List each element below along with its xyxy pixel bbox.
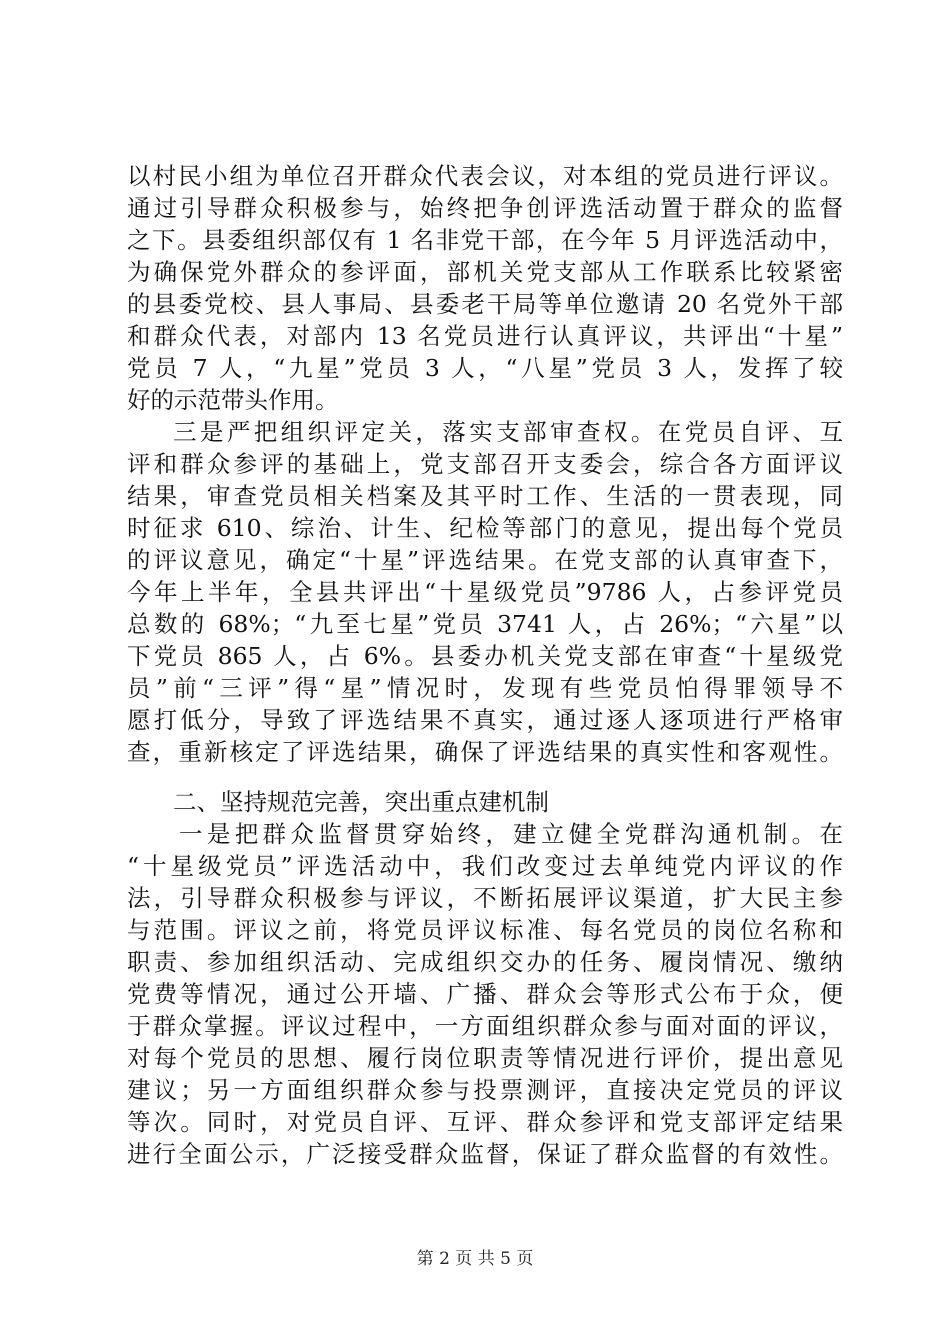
text-line: 的县委党校、县人事局、县委老干局等单位邀请 20 名党外干部 (127, 290, 843, 318)
paragraph-3 (127, 818, 843, 1170)
text-line: 今年上半年，全县共评出“十星级党员”9786 人，占参评党员 (127, 578, 843, 606)
paragraph-2 (127, 416, 843, 768)
text-line: 结果，审查党员相关档案及其平时工作、生活的一贯表现，同 (127, 482, 843, 510)
text-line: 查，重新核定了评选结果，确保了评选结果的真实性和客观性。 (127, 738, 843, 766)
text-line: 于群众掌握。评议过程中，一方面组织群众参与面对面的评议， (127, 1012, 843, 1040)
text-line: 党员 7 人，“九星”党员 3 人，“八星”党员 3 人，发挥了较 (127, 354, 843, 382)
text-line: 评和群众参评的基础上，党支部召开支委会，综合各方面评议 (127, 450, 843, 478)
text-line: 愿打低分，导致了评选结果不真实，通过逐人逐项进行严格审 (127, 706, 843, 734)
paragraph-spacer (127, 768, 843, 786)
text-line: 法，引导群众积极参与评议，不断拓展评议渠道，扩大民主参 (127, 884, 843, 912)
text-line: 与范围。评议之前，将党员评议标准、每名党员的岗位名称和 (127, 916, 843, 944)
document-body (127, 160, 843, 1170)
text-line: 为确保党外群众的参评面，部机关党支部从工作联系比较紧密 (127, 258, 843, 286)
text-line: 建议；另一方面组织群众参与投票测评，直接决定党员的评议 (127, 1076, 843, 1104)
text-line: 的评议意见，确定“十星”评选结果。在党支部的认真审查下， (127, 546, 843, 574)
text-line: 总数的 68%；“九至七星”党员 3741 人，占 26%；“六星”以 (127, 610, 843, 638)
text-line: 下党员 865 人，占 6%。县委办机关党支部在审查“十星级党 (127, 642, 843, 670)
text-line: 等次。同时，对党员自评、互评、群众参评和党支部评定结果 (127, 1108, 843, 1136)
text-line: 员”前“三评”得“星”情况时，发现有些党员怕得罪领导不 (127, 674, 843, 702)
text-line: 之下。县委组织部仅有 1 名非党干部，在今年 5 月评选活动中， (127, 226, 843, 254)
section-heading: 二、坚持规范完善，突出重点建机制 (173, 788, 549, 816)
text-line: 党费等情况，通过公开墙、广播、群众会等形式公布于众，便 (127, 980, 843, 1008)
text-line: 三是严把组织评定关，落实支部审查权。在党员自评、互 (173, 418, 843, 446)
text-line: 职责、参加组织活动、完成组织交办的任务、履岗情况、缴纳 (127, 948, 843, 976)
text-line: 通过引导群众积极参与，始终把争创评选活动置于群众的监督 (127, 194, 843, 222)
text-line: 时征求 610、综治、计生、纪检等部门的意见，提出每个党员 (127, 514, 843, 542)
text-line: “十星级党员”评选活动中，我们改变过去单纯党内评议的作 (127, 852, 843, 880)
text-line: 好的示范带头作用。 (127, 386, 339, 414)
text-line: 一是把群众监督贯穿始终，建立健全党群沟通机制。在 (179, 820, 843, 848)
text-line: 和群众代表，对部内 13 名党员进行认真评议，共评出“十星” (127, 322, 843, 350)
paragraph-1 (127, 160, 843, 416)
text-line: 对每个党员的思想、履行岗位职责等情况进行评价，提出意见 (127, 1044, 843, 1072)
page-number-footer: 第 2 页 共 5 页 (416, 1249, 534, 1269)
text-line: 进行全面公示，广泛接受群众监督，保证了群众监督的有效性。 (127, 1140, 843, 1168)
text-line: 以村民小组为单位召开群众代表会议，对本组的党员进行评议。 (127, 162, 843, 190)
